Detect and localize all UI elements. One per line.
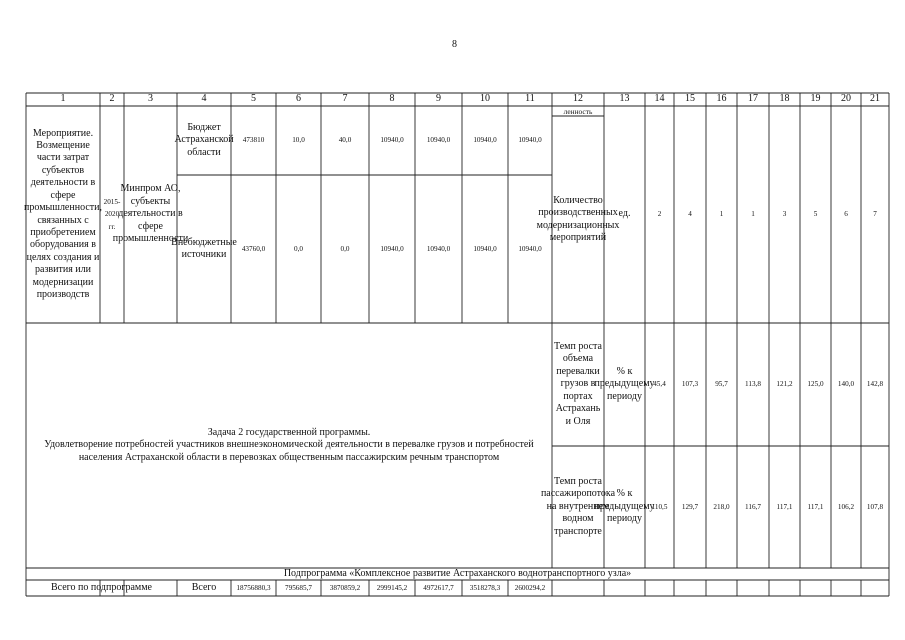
column-number-19: 19 (810, 93, 821, 105)
column-number-7: 7 (342, 93, 348, 105)
task-indicator-value: 140,0 (837, 380, 855, 389)
continued-fragment: ленность (563, 106, 593, 116)
indicator-value: 4 (688, 210, 692, 219)
funding-source-name: Бюджет Астраханской области (174, 121, 234, 158)
funding-value: 0,0 (294, 244, 303, 253)
task-indicator-value: 107,8 (866, 502, 884, 511)
column-number-1: 1 (60, 93, 66, 105)
column-number-18: 18 (779, 93, 790, 105)
indicator-value: 7 (873, 210, 877, 219)
column-number-20: 20 (841, 93, 851, 105)
funding-value: 0,0 (340, 244, 350, 253)
task-text: Удовлетворение потребностей участников внешнеэкономической деятельности в перевалке грузов и потребностей населения Астраханской области в перевозках общественным пассажирским речным транспортом (44, 439, 534, 463)
column-number-12: 12 (573, 93, 583, 105)
total-value: 18756880,3 (236, 583, 271, 592)
indicator-value: 5 (813, 210, 818, 219)
column-number-16: 16 (716, 93, 727, 105)
task-indicator-unit: % к предыдущему периоду (594, 365, 655, 402)
task-indicator-value: 113,8 (745, 380, 761, 389)
task-indicator-unit: % к предыдущему периоду (594, 488, 655, 525)
task-title: Задача 2 государственной программы. (207, 426, 371, 438)
funding-value: 10940,0 (518, 244, 542, 253)
funding-source-name: Внебюджетные источники (171, 236, 237, 260)
indicator-value: 2 (657, 210, 662, 219)
task-indicator-value: 110,5 (651, 502, 668, 511)
funding-value: 10940,0 (473, 244, 497, 253)
column-number-4: 4 (201, 93, 207, 105)
task-indicator-value: 95,7 (715, 380, 728, 389)
funding-value: 10940,0 (518, 136, 542, 145)
task-indicator-value: 142,8 (866, 380, 884, 389)
column-number-5: 5 (251, 93, 256, 105)
column-number-6: 6 (296, 93, 301, 105)
funding-value: 10940,0 (473, 136, 497, 145)
subprogram-title: Подпрограмма «Комплексное развитие Астраханского воднотранспортного узла» (283, 567, 632, 579)
measure-period: 2015-2020 гг. (103, 197, 121, 231)
task-indicator-value: 129,7 (681, 502, 699, 511)
total-value: 2600294,2 (514, 583, 546, 592)
funding-value: 40,0 (338, 136, 352, 145)
task-indicator-value: 107,3 (681, 380, 699, 389)
column-number-8: 8 (389, 93, 395, 105)
task-indicator-value: 117,1 (807, 502, 824, 511)
task-description (26, 323, 552, 568)
funding-value: 10940,0 (380, 244, 404, 253)
measure-executor: Минпром АО, субъекты деятельности в сфере промышленности (112, 183, 189, 245)
column-number-13: 13 (619, 93, 630, 105)
column-number-21: 21 (870, 93, 880, 105)
task-indicator-name: Темп роста пассажиропотока на внутреннем водном транспорте (540, 475, 616, 537)
indicator-name: Количество производственных модернизационных мероприятий (536, 194, 620, 243)
indicator-value: 3 (782, 210, 787, 219)
funding-value: 10940,0 (380, 136, 404, 145)
indicator-value: 1 (751, 210, 755, 219)
column-number-2: 2 (109, 93, 115, 105)
funding-value: 10940,0 (426, 136, 451, 145)
total-value: 2999145,2 (376, 583, 408, 592)
task-indicator-value: 117,1 (776, 502, 793, 511)
column-number-10: 10 (480, 93, 490, 105)
task-indicator-value: 116,7 (745, 502, 761, 511)
task-indicator-value: 218,0 (713, 502, 730, 511)
measure-name: Мероприятие. Возмещение части затрат субъектов деятельности в сфере промышленности, связанных с приобретением оборудования в целях создания и развития или модернизации производств (24, 127, 102, 300)
indicator-unit: ед. (618, 208, 631, 220)
column-number-9: 9 (436, 93, 441, 105)
indicator-value: 1 (719, 210, 724, 219)
column-number-3: 3 (148, 93, 153, 105)
funding-value: 10,0 (292, 136, 305, 145)
task-indicator-value: 121,2 (776, 380, 793, 389)
total-value: 795685,7 (285, 583, 312, 592)
total-value: 3870859,2 (329, 583, 361, 592)
total-value: 4972617,7 (423, 583, 454, 592)
task-indicator-value: 45,4 (653, 380, 666, 389)
page-number: 8 (452, 39, 457, 50)
total-source: Всего (191, 581, 217, 593)
funding-value: 43760,0 (241, 244, 266, 253)
funding-value: 10940,0 (426, 244, 451, 253)
task-indicator-name: Темп роста объема перевалки грузов в портах Астрахань и Оля (554, 341, 602, 427)
total-label: Всего по подпрограмме (50, 581, 152, 593)
column-number-11: 11 (525, 93, 535, 105)
column-number-17: 17 (748, 93, 758, 105)
task-indicator-value: 106,2 (837, 502, 855, 511)
column-number-15: 15 (685, 93, 695, 105)
funding-value: 473810 (242, 136, 265, 145)
column-number-14: 14 (654, 93, 665, 105)
indicator-value: 6 (844, 210, 848, 219)
total-value: 3518278,3 (469, 583, 501, 592)
task-indicator-value: 125,0 (807, 380, 824, 389)
